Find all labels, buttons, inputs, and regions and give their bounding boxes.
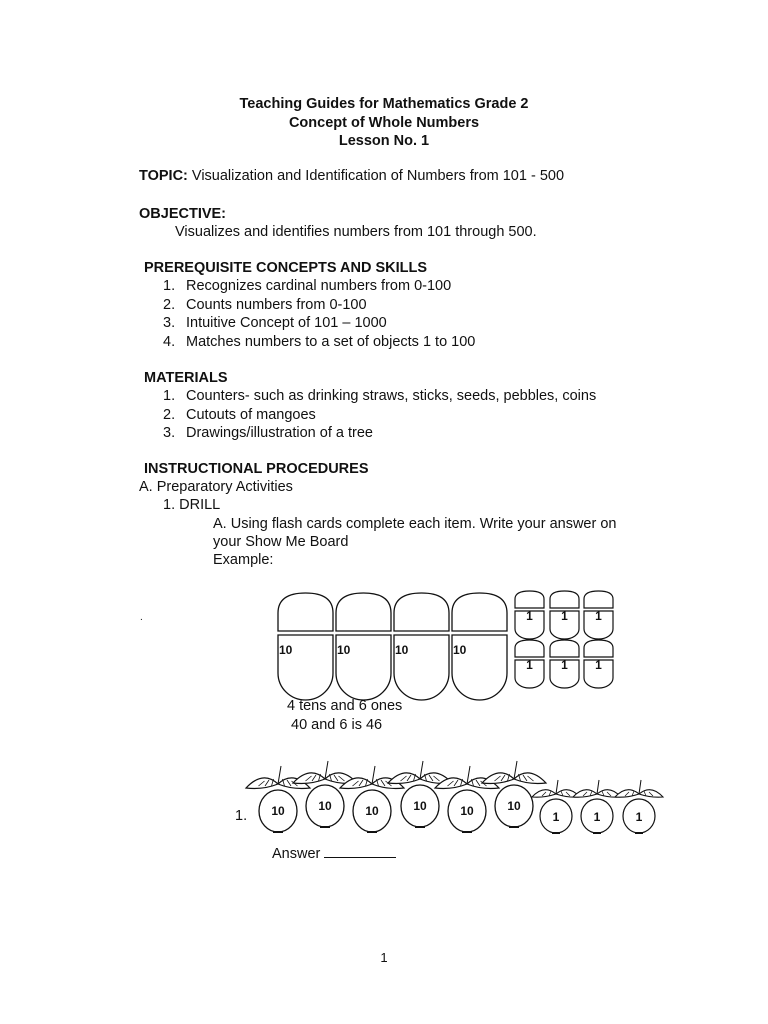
material-item-number: 2. <box>163 406 176 423</box>
one-card-top <box>515 591 544 608</box>
mango-one-label: 1 <box>593 810 601 824</box>
drill-label: 1. DRILL <box>163 497 221 513</box>
one-card-label: 1 <box>595 658 602 672</box>
stray-dot: . <box>140 612 143 623</box>
mango-ten-label: 10 <box>413 799 427 813</box>
doc-title: Teaching Guides for Mathematics Grade 2 <box>239 96 529 112</box>
instruction-line2: your Show Me Board <box>213 534 349 550</box>
ten-card-top <box>452 593 507 631</box>
mango-one-label: 1 <box>635 810 643 824</box>
mango-ten-label: 10 <box>507 799 521 813</box>
mango-ten-label: 10 <box>460 804 474 818</box>
answer-label: Answer <box>272 846 321 862</box>
one-card-label: 1 <box>526 609 533 623</box>
preparatory-activities: A. Preparatory Activities <box>139 479 293 495</box>
one-card-top <box>584 591 613 608</box>
example-caption-2: 40 and 6 is 46 <box>291 717 383 733</box>
item-1-number: 1. <box>235 808 248 824</box>
mango-leaf <box>573 790 597 798</box>
objective-text: Visualizes and identifies numbers from 101 through 500. <box>175 224 537 240</box>
mango-leaf <box>532 790 556 798</box>
mango-stem <box>556 780 558 794</box>
ten-card-label: 10 <box>279 643 293 657</box>
ten-card-top <box>336 593 391 631</box>
example-label: Example: <box>213 552 274 568</box>
mango-ten-label: 10 <box>271 804 285 818</box>
prerequisites-heading: PREREQUISITE CONCEPTS AND SKILLS <box>144 260 428 276</box>
ten-card-label: 10 <box>395 643 409 657</box>
mango-ten-label: 10 <box>365 804 379 818</box>
material-item-text: Counters- such as drinking straws, sticks, seeds, pebbles, coins <box>186 388 597 404</box>
prerequisite-item-text: Recognizes cardinal numbers from 0-100 <box>186 278 452 294</box>
topic-label: TOPIC: <box>139 168 188 184</box>
prerequisite-item-number: 1. <box>163 278 176 294</box>
lesson-number: Lesson No. 1 <box>338 133 430 149</box>
mango-leaf <box>639 790 663 798</box>
mango-stem <box>597 780 599 794</box>
procedures-heading: INSTRUCTIONAL PROCEDURES <box>144 461 369 477</box>
prerequisite-item-text: Counts numbers from 0-100 <box>186 296 367 313</box>
material-item-text: Drawings/illustration of a tree <box>186 425 373 441</box>
one-card-top <box>515 640 544 657</box>
mango-one-label: 1 <box>552 810 560 824</box>
one-card-label: 1 <box>561 658 568 672</box>
one-card-label: 1 <box>561 609 568 623</box>
prerequisite-item-text: Matches numbers to a set of objects 1 to 100 <box>186 333 476 350</box>
one-card-top <box>584 640 613 657</box>
answer-blank[interactable] <box>324 843 396 858</box>
ten-card-label: 10 <box>453 643 467 657</box>
one-card-top <box>550 591 579 608</box>
ten-card-top <box>278 593 333 631</box>
material-item-number: 1. <box>163 388 176 404</box>
one-card-top <box>550 640 579 657</box>
example-caption-1: 4 tens and 6 ones <box>287 698 403 714</box>
topic-text: Visualization and Identification of Numbers from 101 - 500 <box>191 168 565 184</box>
mango-ten-label: 10 <box>318 799 332 813</box>
materials-heading: MATERIALS <box>144 370 228 386</box>
material-item-text: Cutouts of mangoes <box>186 406 316 423</box>
ten-card-top <box>394 593 449 631</box>
doc-subtitle: Concept of Whole Numbers <box>288 115 480 131</box>
answer-row <box>272 843 396 862</box>
page-number: 1 <box>380 950 388 965</box>
prerequisite-item-text: Intuitive Concept of 101 – 1000 <box>186 315 387 331</box>
one-card-label: 1 <box>595 609 602 623</box>
objective-label: OBJECTIVE: <box>139 206 227 222</box>
ten-card-label: 10 <box>337 643 351 657</box>
mango-stem <box>639 780 641 794</box>
prerequisite-item-number: 3. <box>163 315 176 331</box>
mango-leaf <box>615 790 639 798</box>
instruction-line1: A. Using flash cards complete each item. Write your answer on <box>213 516 617 532</box>
prerequisite-item-number: 2. <box>163 296 176 313</box>
material-item-number: 3. <box>163 425 176 441</box>
prerequisite-item-number: 4. <box>163 333 176 350</box>
one-card-label: 1 <box>526 658 533 672</box>
